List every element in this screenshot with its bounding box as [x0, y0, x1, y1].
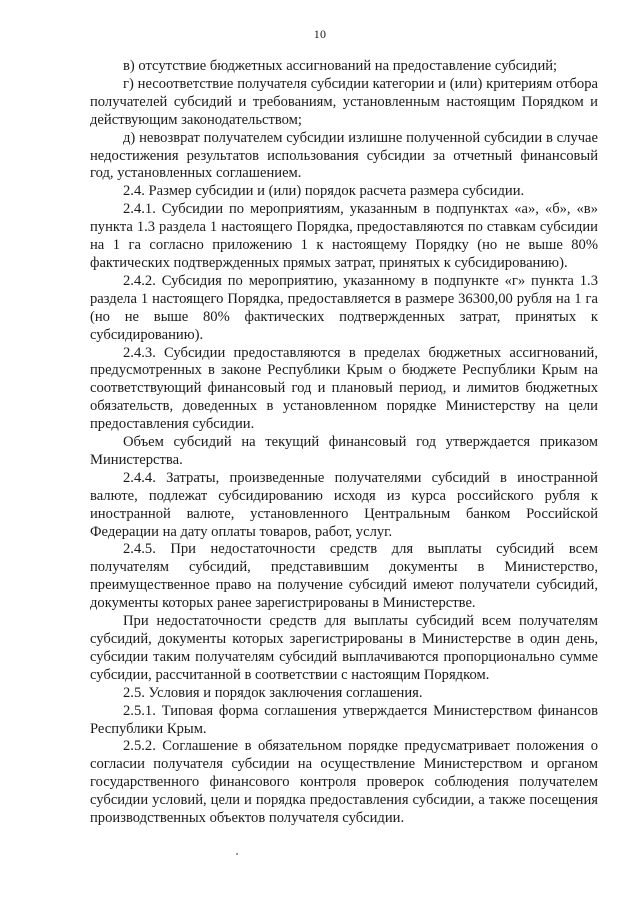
paragraph-insufficient-funds: При недостаточности средств для выплаты субсидий всем получателям субсидий, документы которых зарегистрированы в Министерстве в один день, субсидии таким получателям субсидий выплачиваются пропорционально сумме субсидии, рассчитанной в соответствии с настоящим Порядком. [90, 613, 598, 683]
scan-speck [236, 853, 238, 855]
section-heading-2-5: 2.5. Условия и порядок заключения соглашения. [123, 684, 423, 701]
paragraph-2-4-2: 2.4.2. Субсидия по мероприятию, указанному в подпункте «г» пункта 1.3 раздела 1 настоящего Порядка, предоставляется в размере 36300,00 рубля на 1 га (но не выше 80% фактических подтвержденных затрат, принятых к субсидированию). [90, 272, 598, 343]
paragraph-condition-v: в) отсутствие бюджетных ассигнований на предоставление субсидий; [123, 58, 558, 74]
paragraph-condition-d: д) невозврат получателем субсидии излишне полученной субсидии в случае недостижения результатов использования субсидии за отчетный финансовый год, установленных соглашением. [90, 129, 598, 182]
paragraph-2-4-4: 2.4.4. Затраты, произведенные получателями субсидий в иностранной валюте, подлежат субсидированию исходя из курса российского рубля к иностранной валюте, установленного Центральным банком Российской Федерации на дату оплаты товаров, работ, услуг. [90, 469, 598, 540]
paragraph-2-4-1: 2.4.1. Субсидии по мероприятиям, указанным в подпунктах «а», «б», «в» пункта 1.3 раздела 1 настоящего Порядка, предоставляются по ставкам субсидии на 1 га согласно приложению 1 к настоящему Порядку (но не выше 80% фактических подтвержденных прямых затрат, принятых к субсидированию). [90, 201, 598, 271]
paragraph-2-4-3: 2.4.3. Субсидии предоставляются в пределах бюджетных ассигнований, предусмотренных в законе Республики Крым о бюджете Республики Крым на соответствующий финансовый год и плановый период, и лимитов бюджетных обязательств, доведенных в установленном порядке Министерству на цели предоставления субсидии. [90, 344, 598, 433]
paragraph-condition-g: г) несоответствие получателя субсидии категории и (или) критериям отбора получателей субсидий и требованиям, установленным настоящим Порядком и действующим законодательством; [90, 75, 598, 128]
page-number: 10 [313, 27, 327, 41]
paragraph-2-5-2: 2.5.2. Соглашение в обязательном порядке предусматривает положения о согласии получателя субсидии на осуществление Министерством и органом государственного финансового контроля проверок соблюдения получателем субсидии условий, цели и порядка предоставления субсидии, а также посещения производственных объектов получателя субсидии. [90, 738, 598, 827]
paragraph-subsidy-volume: Объем субсидий на текущий финансовый год утверждается приказом Министерства. [90, 434, 598, 468]
paragraph-2-5-1: 2.5.1. Типовая форма соглашения утверждается Министерством финансов Республики Крым. [90, 702, 598, 737]
paragraph-2-4-5: 2.4.5. При недостаточности средств для выплаты субсидий всем получателям субсидий, представившим документы в Министерство, преимущественное право на получение субсидий имеют получатели субсидий, документы которых ранее зарегистрированы в Министерстве. [90, 541, 598, 612]
section-heading-2-4: 2.4. Размер субсидии и (или) порядок расчета размера субсидии. [123, 183, 525, 200]
document-body [90, 58, 598, 828]
